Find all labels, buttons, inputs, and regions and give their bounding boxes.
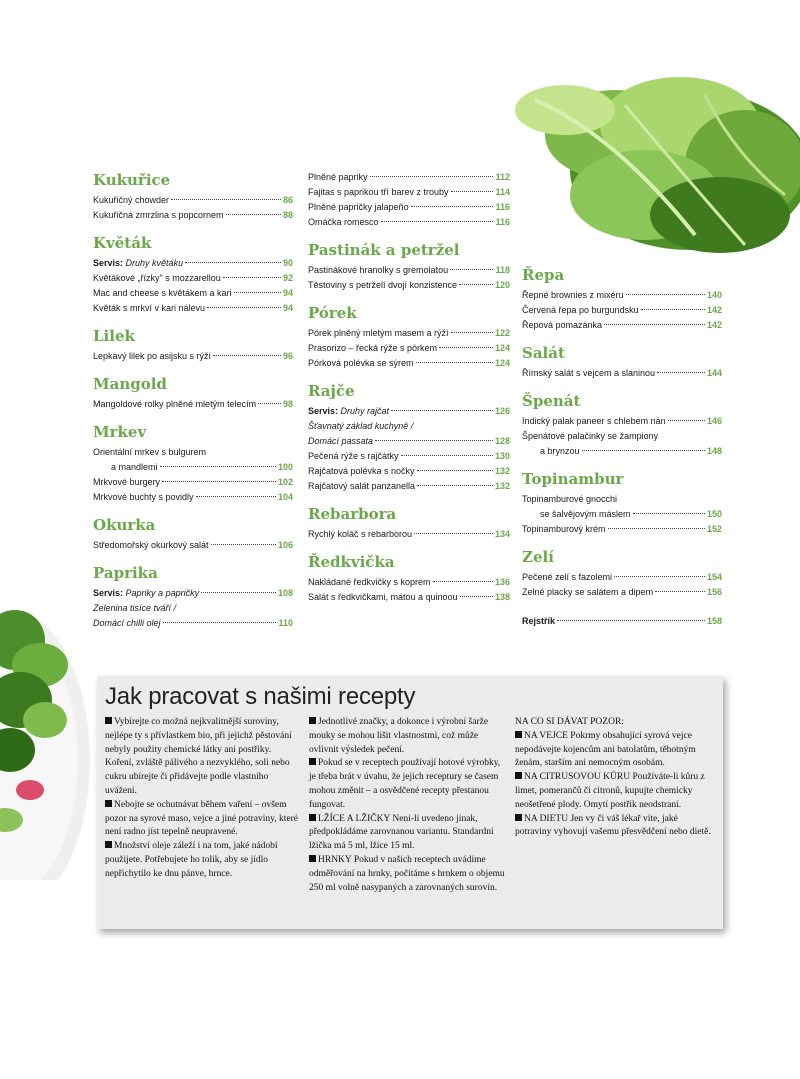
toc-entry-title: Květák s mrkví v kari nálevu (93, 303, 206, 313)
dot-leader (411, 206, 494, 207)
toc-entry-title: Kukuřičná zmrzlina s popcornem (93, 210, 224, 220)
guide-paragraph (515, 771, 711, 812)
guide-text: Pokud v našich receptech uvádíme odměřování na hrnky, počítáme s hrnkem o objemu 250 ml volně nasypaných a zarovnaných surovin. (309, 854, 505, 893)
dot-leader (414, 533, 493, 534)
square-bullet-icon (515, 772, 522, 779)
toc-entry[interactable] (308, 434, 510, 449)
guide-text: Používáte-li kůru z limet, pomerančů či citronů, kupujte chemicky neošetřené plody. Omytí postřik neodstraní. (515, 772, 705, 810)
section-heading: Květák (93, 234, 152, 252)
toc-entry-page: 112 (495, 172, 510, 182)
square-bullet-icon (515, 814, 522, 821)
salad-plate-photo (0, 590, 100, 880)
square-bullet-icon (105, 800, 112, 807)
dot-leader (451, 191, 494, 192)
toc-entry[interactable] (93, 490, 293, 505)
dot-leader (459, 284, 493, 285)
toc-entry[interactable] (308, 278, 510, 293)
dot-leader (160, 466, 276, 467)
dot-leader (162, 481, 276, 482)
toc-section (93, 374, 293, 412)
section-heading: Pórek (308, 304, 357, 322)
dot-leader (171, 199, 281, 200)
toc-entry[interactable] (308, 527, 510, 542)
toc-entry-title: Pečená rýže s rajčátky (308, 451, 399, 461)
toc-entry-page: 116 (495, 217, 510, 227)
square-bullet-icon (309, 717, 316, 724)
toc-entry-page: 88 (282, 210, 293, 220)
toc-entry-page: 136 (494, 577, 510, 587)
toc-entry[interactable] (93, 193, 293, 208)
toc-section (308, 240, 510, 293)
toc-entry-italic: Domácí chilli olej (93, 618, 161, 628)
toc-section (93, 170, 293, 223)
square-bullet-icon (105, 717, 112, 724)
toc-entry[interactable] (308, 185, 510, 200)
guide-column-1 (105, 716, 301, 882)
dot-leader (185, 262, 281, 263)
toc-entry-title: Mrkvové buchty s povidly (93, 492, 194, 502)
guide-text: Množství oleje záleží i na tom, jaké nádobí použijete. Potřebujete ho tolik, aby se jídlo nepřichytilo ke dnu pánve, hrnce. (105, 841, 278, 879)
toc-entry-page: 124 (494, 358, 510, 368)
toc-entry-title (93, 256, 183, 271)
dot-leader (391, 410, 493, 411)
toc-entry-page: 122 (494, 328, 510, 338)
toc-entry[interactable] (93, 586, 293, 601)
guide-warning-heading: NA CO SI DÁVAT POZOR: (515, 717, 624, 727)
toc-entry-page: 110 (278, 618, 293, 628)
toc-entry-title: se šalvějovým máslem (540, 509, 631, 519)
dot-leader (258, 403, 281, 404)
toc-entry-page: 154 (706, 572, 722, 582)
toc-entry[interactable] (93, 616, 293, 631)
toc-entry-page: 118 (495, 265, 510, 275)
toc-entry-page: 92 (282, 273, 293, 283)
guide-paragraph (105, 840, 301, 881)
toc-column-3 (522, 265, 722, 629)
guide-text: Není-li uvedeno jinak, předpokládáme zarovnanou variantu. Standardní lžička má 5 ml, lžíce 15 ml. (309, 813, 494, 852)
toc-entry-title: Lepkavý lilek po asijsku s rýží (93, 351, 212, 361)
toc-entry-title (308, 434, 373, 449)
toc-column-2 (308, 170, 510, 615)
guide-lead: NA CITRUSOVOU KŮRU (524, 772, 631, 783)
toc-entry[interactable] (522, 303, 722, 318)
toc-entry-page: 86 (282, 195, 293, 205)
toc-entry-page: 142 (706, 320, 722, 330)
toc-entry-title: Pastinákové hranolky s gremolatou (308, 265, 449, 275)
toc-entry-page: 156 (706, 587, 722, 597)
toc-entry-title: Červená řepa po burgundsku (522, 305, 639, 315)
section-heading: Salát (522, 344, 565, 362)
toc-entry-page: 116 (495, 202, 510, 212)
toc-entry[interactable] (308, 170, 510, 185)
section-heading: Rajče (308, 382, 355, 400)
toc-entry[interactable] (93, 460, 293, 475)
toc-entry-page: 120 (494, 280, 510, 290)
dot-leader (417, 485, 493, 486)
toc-entry-page: 106 (277, 540, 293, 550)
section-heading: Zelí (522, 548, 554, 566)
guide-lead: NA VEJCE (524, 730, 568, 741)
toc-entry-title: Fajitas s paprikou tří barev z trouby (308, 187, 449, 197)
toc-section (308, 303, 510, 371)
guide-text: Jednotlivé značky, a dokonce i výrobní šarže mouky se mohou lišit vlastnostmi, což může ovlivnit výsledek pečení. (309, 717, 489, 755)
guide-lead: NA DIETU (524, 813, 569, 824)
toc-entry-page: 94 (282, 303, 293, 313)
toc-entry-italic: Druhy květáku (125, 258, 184, 268)
toc-index-entry[interactable] (522, 614, 722, 629)
dot-leader (375, 440, 493, 441)
toc-entry-page: 94 (282, 288, 293, 298)
toc-entry-title: Květákové „řízky" s mozzarellou (93, 273, 221, 283)
toc-section (93, 326, 293, 364)
toc-entry-title: a mandlemi (111, 462, 158, 472)
toc-entry[interactable] (93, 301, 293, 316)
toc-section (93, 422, 293, 505)
toc-section (308, 504, 510, 542)
section-heading: Paprika (93, 564, 158, 582)
toc-entry[interactable] (522, 444, 722, 459)
toc-entry[interactable] (93, 538, 293, 553)
guide-lead: HRNKY (318, 854, 352, 865)
toc-entry-title: Řepné brownies z mixéru (522, 290, 624, 300)
section-heading: Rebarbora (308, 505, 397, 523)
section-heading: Mrkev (93, 423, 147, 441)
toc-entry-title: Rejstřík (522, 616, 556, 626)
square-bullet-icon (515, 731, 522, 738)
toc-entry-line: Topinamburové gnocchi (522, 494, 618, 504)
recipe-guide-title: Jak pracovat s našimi recepty (105, 683, 416, 710)
square-bullet-icon (105, 841, 112, 848)
dot-leader (370, 176, 494, 177)
toc-entry[interactable] (93, 475, 293, 490)
toc-entry[interactable] (308, 479, 510, 494)
dot-leader (416, 362, 493, 363)
toc-entry[interactable] (522, 414, 722, 429)
toc-entry-title (308, 404, 389, 419)
toc-entry[interactable] (93, 397, 293, 412)
toc-entry[interactable] (522, 288, 722, 303)
toc-section (308, 381, 510, 494)
dot-leader (451, 332, 493, 333)
recipe-guide-box (97, 676, 723, 929)
toc-entry[interactable] (93, 349, 293, 364)
toc-entry-page: 132 (494, 466, 510, 476)
toc-section (522, 343, 722, 381)
toc-entry-title: Mangoldové rolky plněné mletým telecím (93, 399, 257, 409)
toc-entry[interactable] (308, 326, 510, 341)
toc-entry-page: 152 (706, 524, 722, 534)
toc-entry-line: Špenátové palačinky se žampiony (522, 431, 659, 441)
toc-entry-title (93, 616, 161, 631)
toc-entry-page: 128 (494, 436, 510, 446)
toc-entry-title: Topinamburový krém (522, 524, 606, 534)
dot-leader (614, 576, 705, 577)
toc-entry-page: 150 (706, 509, 722, 519)
toc-entry[interactable] (308, 341, 510, 356)
section-heading: Lilek (93, 327, 135, 345)
toc-entry-page: 114 (495, 187, 510, 197)
dot-leader (582, 450, 705, 451)
guide-paragraph (309, 716, 505, 757)
toc-entry-line: Zelenina tisíce tváří / (93, 603, 177, 613)
dot-leader (207, 307, 281, 308)
toc-entry-title: a brynzou (540, 446, 580, 456)
toc-entry-title: Pórek plněný mletým masem a rýží (308, 328, 449, 338)
guide-lead: LŽÍCE A LŽIČKY (318, 813, 390, 824)
toc-entry-title: Těstoviny s petrželí dvojí konzistence (308, 280, 458, 290)
dot-leader (213, 355, 281, 356)
toc-entry-title: Salát s ředkvičkami, mátou a quinoou (308, 592, 458, 602)
toc-entry-title: Římský salát s vejcem a slaninou (522, 368, 656, 378)
dot-leader (604, 324, 705, 325)
toc-entry-italic: Domácí passata (308, 436, 374, 446)
dot-leader (223, 277, 281, 278)
toc-entry-page: 144 (706, 368, 722, 378)
toc-entry-page: 96 (282, 351, 293, 361)
servis-label: Servis: (93, 258, 124, 268)
dot-leader (460, 596, 493, 597)
section-heading: Špenát (522, 392, 581, 410)
guide-text: Nebojte se ochutnávat během vaření – ovšem pozor na syrové maso, vejce a jiné potraviny, které není radno jíst tepelně neupravené. (105, 799, 299, 838)
dot-leader (226, 214, 281, 215)
dot-leader (668, 420, 705, 421)
dot-leader (655, 591, 705, 592)
toc-entry-page: 102 (277, 477, 293, 487)
toc-entry-title: Indický palak paneer s chlebem nán (522, 416, 666, 426)
toc-entry-page: 134 (494, 529, 510, 539)
dot-leader (201, 592, 276, 593)
dot-leader (557, 620, 705, 621)
dot-leader (196, 496, 276, 497)
toc-entry-title: Mac and cheese s květákem a kari (93, 288, 232, 298)
guide-paragraph (515, 813, 711, 841)
toc-entry-page: 146 (706, 416, 722, 426)
toc-entry-title: Pečené zelí s fazolemi (522, 572, 613, 582)
dot-leader (608, 528, 705, 529)
toc-entry-page: 100 (277, 462, 293, 472)
toc-entry[interactable] (308, 404, 510, 419)
toc-entry-title: Nakládané ředkvičky s koprem (308, 577, 431, 587)
toc-entry[interactable] (308, 449, 510, 464)
toc-entry-page: 148 (706, 446, 722, 456)
toc-entry-title: Rajčatová polévka s nočky (308, 466, 415, 476)
guide-paragraph (309, 813, 505, 854)
toc-entry[interactable] (522, 366, 722, 381)
toc-entry-title: Mrkvové burgery (93, 477, 161, 487)
toc-section (522, 265, 722, 333)
toc-entry-italic: Papriky a papričky (125, 588, 200, 598)
servis-label: Servis: (93, 588, 124, 598)
toc-entry-page: 126 (494, 406, 510, 416)
dot-leader (450, 269, 493, 270)
toc-entry[interactable] (522, 507, 722, 522)
toc-entry-title: Omáčka romesco (308, 217, 379, 227)
toc-entry[interactable] (522, 318, 722, 333)
dot-leader (234, 292, 281, 293)
toc-entry-title: Prasorizo – řecká rýže s pórkem (308, 343, 438, 353)
lettuce-photo (505, 75, 800, 260)
toc-entry[interactable] (93, 271, 293, 286)
toc-entry-title: Kukuřičný chowder (93, 195, 170, 205)
toc-entry-title: Rajčatový salát panzanella (308, 481, 416, 491)
dot-leader (439, 347, 493, 348)
section-heading: Ředkvička (308, 553, 395, 571)
toc-section (522, 469, 722, 537)
toc-section (93, 233, 293, 316)
dot-leader (211, 544, 276, 545)
section-heading: Mangold (93, 375, 167, 393)
section-heading: Okurka (93, 516, 156, 534)
toc-entry-line: Orientální mrkev s bulgurem (93, 447, 207, 457)
dot-leader (626, 294, 705, 295)
dot-leader (641, 309, 705, 310)
section-heading: Kukuřice (93, 171, 171, 189)
toc-section (93, 515, 293, 553)
toc-entry[interactable] (522, 585, 722, 600)
section-heading: Řepa (522, 266, 565, 284)
toc-entry[interactable] (522, 522, 722, 537)
guide-paragraph (105, 716, 301, 799)
toc-entry[interactable] (93, 208, 293, 223)
toc-section (522, 547, 722, 600)
section-heading: Topinambur (522, 470, 624, 488)
guide-text: Vybírejte co možná nejkvalitnější suroviny, nejlépe ty s přívlastkem bio, při jejichž pěstování nebyly použity chemické látky ani postřiky. Koření, zvláště pálivého a nezvyklého, soli nebo cukru ubírejte či přidávejte podle vlastního uvážení. (105, 717, 292, 796)
toc-entry-page: 138 (494, 592, 510, 602)
toc-entry-title: Středomořský okurkový salát (93, 540, 209, 550)
toc-entry-page: 158 (706, 616, 722, 626)
toc-entry-italic: Druhy rajčat (340, 406, 390, 416)
toc-entry[interactable] (93, 286, 293, 301)
toc-column-1 (93, 170, 293, 641)
dot-leader (433, 581, 493, 582)
toc-entry[interactable] (308, 215, 510, 230)
guide-text: Jen vy či váš lékař víte, jaké potraviny vyhovují vašemu přesvědčení nebo dietě. (515, 813, 711, 838)
toc-entry[interactable] (308, 356, 510, 371)
toc-section (308, 552, 510, 605)
toc-entry-page: 140 (706, 290, 722, 300)
guide-text: Pokrmy obsahující syrová vejce nepodávejte kojencům ani batolatům, těhotným ženám, starším ani nemocným osobám. (515, 730, 696, 769)
toc-section (522, 391, 722, 459)
toc-entry-page: 104 (277, 492, 293, 502)
dot-leader (417, 470, 493, 471)
toc-entry-line: Šťavnatý základ kuchyně / (308, 421, 414, 431)
toc-entry-title: Pórková polévka se sýrem (308, 358, 414, 368)
toc-entry-page: 124 (494, 343, 510, 353)
toc-entry-title: Zelné placky se salátem a dipem (522, 587, 654, 597)
guide-column-2 (309, 716, 505, 895)
toc-entry[interactable] (308, 200, 510, 215)
square-bullet-icon (309, 855, 316, 862)
toc-entry[interactable] (308, 263, 510, 278)
dot-leader (401, 455, 493, 456)
guide-paragraph (309, 757, 505, 812)
section-heading: Pastinák a petržel (308, 241, 460, 259)
dot-leader (633, 513, 705, 514)
toc-entry-page: 142 (706, 305, 722, 315)
toc-entry[interactable] (522, 570, 722, 585)
toc-entry-title: Plněné papriky (308, 172, 368, 182)
toc-section (308, 170, 510, 230)
toc-entry-title: Rychlý koláč s rebarborou (308, 529, 413, 539)
dot-leader (657, 372, 705, 373)
dot-leader (381, 221, 494, 222)
toc-entry-page: 108 (277, 588, 293, 598)
dot-leader (163, 622, 277, 623)
guide-paragraph (515, 730, 711, 771)
toc-entry-page: 132 (494, 481, 510, 491)
toc-entry-page: 98 (282, 399, 293, 409)
toc-entry[interactable] (93, 256, 293, 271)
toc-section (93, 563, 293, 631)
guide-paragraph (309, 854, 505, 895)
square-bullet-icon (309, 758, 316, 765)
toc-entry-page: 90 (282, 258, 293, 268)
toc-entry[interactable] (308, 575, 510, 590)
toc-entry-title: Řepová pomazánka (522, 320, 603, 330)
guide-paragraph (105, 799, 301, 840)
square-bullet-icon (309, 814, 316, 821)
toc-entry-title (93, 586, 199, 601)
toc-entry[interactable] (308, 464, 510, 479)
toc-entry[interactable] (308, 590, 510, 605)
guide-column-3 (515, 716, 711, 840)
guide-text: Pokud se v receptech používají hotové výrobky, je třeba brát v úvahu, že jejich receptury se časem mohou změnit – a osvědčené recepty přestanou fungovat. (309, 758, 501, 810)
servis-label: Servis: (308, 406, 339, 416)
toc-entry-title: Plněné papričky jalapeño (308, 202, 409, 212)
toc-entry-page: 130 (494, 451, 510, 461)
